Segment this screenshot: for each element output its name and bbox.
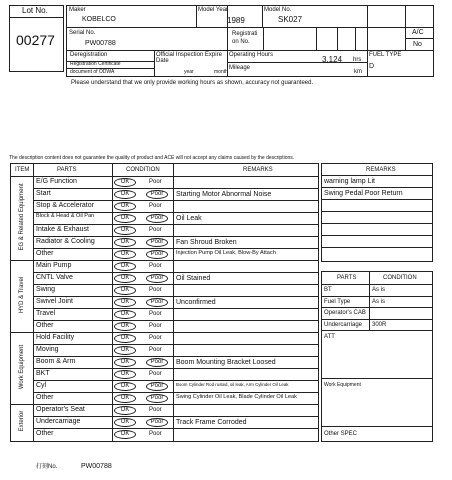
- ok-option: OK: [114, 214, 136, 223]
- poor-option: Poor: [149, 347, 162, 353]
- part-name: Moving: [36, 346, 59, 353]
- row-divider: [33, 380, 318, 381]
- ok-option: OK: [114, 334, 136, 343]
- row-divider: [33, 392, 318, 393]
- row-divider: [33, 308, 318, 309]
- remarks-header: REMARKS: [243, 167, 273, 173]
- col-divider-condition: [112, 164, 113, 441]
- parts-panel-condition: 300R: [372, 321, 387, 328]
- part-name: Hold Facility: [36, 334, 75, 341]
- condition-header: CONDITION: [126, 167, 160, 173]
- serial-value: PW00788: [85, 40, 116, 47]
- poor-option: Poor: [149, 371, 162, 377]
- part-name: Undercarriage: [36, 418, 81, 425]
- group-name: HYD & Travel: [19, 276, 25, 314]
- part-name: Boom & Arm: [36, 358, 76, 365]
- group-divider: [11, 404, 318, 405]
- row-divider: [33, 368, 318, 369]
- group-divider: [11, 260, 318, 261]
- remark-text: Boom Mounting Bracket Loosed: [176, 358, 276, 366]
- part-name: Intake & Exhaust: [36, 226, 89, 233]
- ok-option: OK: [114, 202, 136, 211]
- part-name: Other: [36, 394, 54, 401]
- ok-option: OK: [114, 238, 136, 247]
- ok-option: OK: [114, 286, 136, 295]
- col-divider-remarks: [173, 164, 174, 441]
- footer-label: 打刻No.: [36, 464, 58, 470]
- model-year-label: Model Year: [198, 7, 229, 13]
- remark-text: Unconfirmed: [176, 298, 216, 306]
- ok-option: OK: [114, 382, 136, 391]
- parts-panel-condition-header: CONDITION: [383, 275, 417, 281]
- ok-option: OK: [114, 358, 136, 367]
- poor-option: Poor: [149, 335, 162, 341]
- poor-option-selected: Poor: [146, 214, 168, 223]
- remarks-row-divider: [321, 235, 433, 236]
- part-name: Swivel Joint: [36, 298, 73, 305]
- footer-value: PW00788: [81, 463, 112, 470]
- ok-option: OK: [114, 298, 136, 307]
- parts-header: PARTS: [57, 167, 77, 173]
- poor-option-selected: Poor: [146, 418, 168, 427]
- parts-panel: [321, 271, 433, 442]
- part-name: Operator's Seat: [36, 406, 85, 413]
- parts-panel-condition: As is: [372, 287, 386, 293]
- ac-label: A/C: [412, 29, 424, 36]
- part-name: Swing: [36, 286, 56, 293]
- operating-hours-label: Operating Hours: [229, 52, 274, 58]
- year-label: year: [184, 69, 194, 75]
- remarks-item: warning lamp Lit: [324, 178, 375, 185]
- remarks-row-divider: [321, 247, 433, 248]
- ok-option: OK: [114, 274, 136, 283]
- poor-option: Poor: [149, 227, 162, 233]
- poor-option: Poor: [149, 407, 162, 413]
- poor-option: Poor: [149, 203, 162, 209]
- group-name: Exterior: [19, 410, 25, 432]
- group-divider: [11, 332, 318, 333]
- lot-number: 00277: [16, 32, 55, 48]
- row-divider: [33, 296, 318, 297]
- parts-panel-part: Fuel Type: [324, 298, 351, 305]
- poor-option: Poor: [149, 263, 162, 269]
- poor-option-selected: Poor: [146, 250, 168, 259]
- registration-label: Registrati on No.: [232, 31, 258, 45]
- remark-text: Oil Stained: [176, 274, 211, 282]
- remarks-row-divider: [321, 199, 433, 200]
- ok-option: OK: [114, 394, 136, 403]
- parts-panel-row-divider: [321, 319, 433, 320]
- part-name: Radiator & Cooling: [36, 238, 95, 245]
- operating-hours-value: 3,124: [322, 55, 343, 64]
- parts-panel-part: Undercarriage: [324, 321, 363, 328]
- ok-option: OK: [114, 322, 136, 331]
- row-divider: [33, 200, 318, 201]
- fuel-type-value: D: [369, 63, 375, 70]
- row-divider: [33, 416, 318, 417]
- ok-option: OK: [114, 226, 136, 235]
- ok-option: OK: [114, 430, 136, 439]
- remark-text: Swing Cylinder Oil Leak, Blade Cylinder Oil Leak: [176, 393, 297, 400]
- other-spec-label: Other SPEC: [324, 431, 358, 437]
- deregistration-label: Deregistration: [70, 52, 108, 58]
- document-label: document of ODWA: [70, 69, 115, 75]
- parts-panel-part: BT: [324, 287, 332, 293]
- row-divider: [33, 236, 318, 237]
- poor-option-selected: Poor: [146, 394, 168, 403]
- part-name: BKT: [36, 370, 50, 377]
- remarks-row-divider: [321, 223, 433, 224]
- registration-certificate-label: Registration Certificate: [70, 61, 121, 67]
- remark-text: Track Frame Corroded: [176, 418, 247, 426]
- poor-option: Poor: [149, 323, 162, 329]
- hours-notice: Please understand that we only provide working hours as shown, accuracy not guaranteed.: [71, 80, 314, 86]
- disclaimer: The description content does not guarantee the quality of product and ACE will not accept any claims caused by the descriptions.: [9, 155, 295, 161]
- col-divider-parts: [33, 164, 34, 441]
- row-divider: [33, 188, 318, 189]
- group-name: Work Equipment: [19, 344, 25, 390]
- official-inspection-label: Official Inspection Expire Date: [156, 52, 222, 65]
- poor-option: Poor: [149, 287, 162, 293]
- remarks-panel-header: REMARKS: [366, 167, 396, 173]
- work-equipment-label: Work Equipment: [324, 382, 361, 388]
- row-divider: [33, 284, 318, 285]
- inspection-table: [10, 163, 319, 442]
- item-header: ITEM: [15, 167, 30, 173]
- poor-option: Poor: [149, 311, 162, 317]
- part-name: CNTL Valve: [36, 274, 73, 281]
- att-label: ATT: [324, 334, 335, 340]
- part-name: Main Pump: [36, 262, 72, 269]
- maker-label: Maker: [69, 7, 86, 13]
- ok-option: OK: [114, 262, 136, 271]
- remarks-row-divider: [321, 211, 433, 212]
- ac-value: No: [413, 41, 422, 48]
- parts-panel-condition: As is: [372, 298, 386, 305]
- maker-value: KOBELCO: [82, 16, 116, 23]
- row-divider: [33, 320, 318, 321]
- poor-option-selected: Poor: [146, 298, 168, 307]
- model-no-value: SK027: [278, 15, 303, 24]
- ok-option: OK: [114, 346, 136, 355]
- group-name: EG & Related Equipment: [19, 183, 25, 251]
- fuel-type-label: FUEL TYPE: [369, 52, 402, 58]
- row-divider: [33, 356, 318, 357]
- mileage-label: Mileage: [229, 65, 251, 71]
- part-name: Start: [36, 190, 51, 197]
- parts-panel-part: Operator's CAB: [324, 310, 366, 316]
- poor-option-selected: Poor: [146, 190, 168, 199]
- poor-option-selected: Poor: [146, 382, 168, 391]
- poor-option-selected: Poor: [146, 238, 168, 247]
- month-label: month: [214, 69, 228, 75]
- serial-label: Serial No.: [69, 30, 96, 36]
- part-name: Other: [36, 250, 54, 257]
- ok-option: OK: [114, 418, 136, 427]
- header-divider: [11, 176, 318, 177]
- part-name: Travel: [36, 310, 56, 317]
- row-divider: [33, 344, 318, 345]
- part-name: Stop & Accelerator: [36, 202, 94, 209]
- part-name: Block & Head & Oil Pan: [36, 213, 95, 219]
- hrs-unit: hrs: [353, 57, 362, 63]
- poor-option-selected: Poor: [146, 274, 168, 283]
- remarks-row-divider: [321, 187, 433, 188]
- part-name: Other: [36, 430, 54, 437]
- remark-text: Oil Leak: [176, 214, 202, 222]
- ok-option: OK: [114, 178, 136, 187]
- parts-panel-row-divider: [321, 307, 433, 308]
- row-divider: [33, 272, 318, 273]
- remark-text: Fan Shroud Broken: [176, 238, 237, 246]
- lot-label: Lot No.: [22, 6, 48, 15]
- part-name: Cyl: [36, 382, 47, 389]
- model-year-value: 1989: [227, 16, 245, 25]
- part-name: Other: [36, 322, 54, 329]
- km-unit: km: [354, 69, 362, 75]
- row-divider: [33, 224, 318, 225]
- remark-text: Boom Cylinder Rod rusted, oil leak, Arm Cylinder Oil Leak: [176, 381, 289, 387]
- remark-text: Starting Motor Abnormal Noise: [176, 190, 272, 198]
- row-divider: [33, 248, 318, 249]
- remark-text: Injection Pump Oil Leak, Blow-By Attach: [176, 249, 276, 256]
- poor-option: Poor: [149, 179, 162, 185]
- parts-panel-row-divider: [321, 296, 433, 297]
- remarks-item: Swing Pedal Poor Return: [324, 190, 403, 197]
- part-name: E/G Function: [36, 178, 77, 185]
- ok-option: OK: [114, 406, 136, 415]
- ok-option: OK: [114, 370, 136, 379]
- parts-panel-row-divider: [321, 330, 433, 331]
- row-divider: [33, 428, 318, 429]
- ok-option: OK: [114, 190, 136, 199]
- ok-option: OK: [114, 250, 136, 259]
- poor-option-selected: Poor: [146, 358, 168, 367]
- ok-option: OK: [114, 310, 136, 319]
- parts-panel-parts-header: PARTS: [337, 275, 357, 281]
- model-no-label: Model No.: [264, 7, 292, 13]
- poor-option: Poor: [149, 431, 162, 437]
